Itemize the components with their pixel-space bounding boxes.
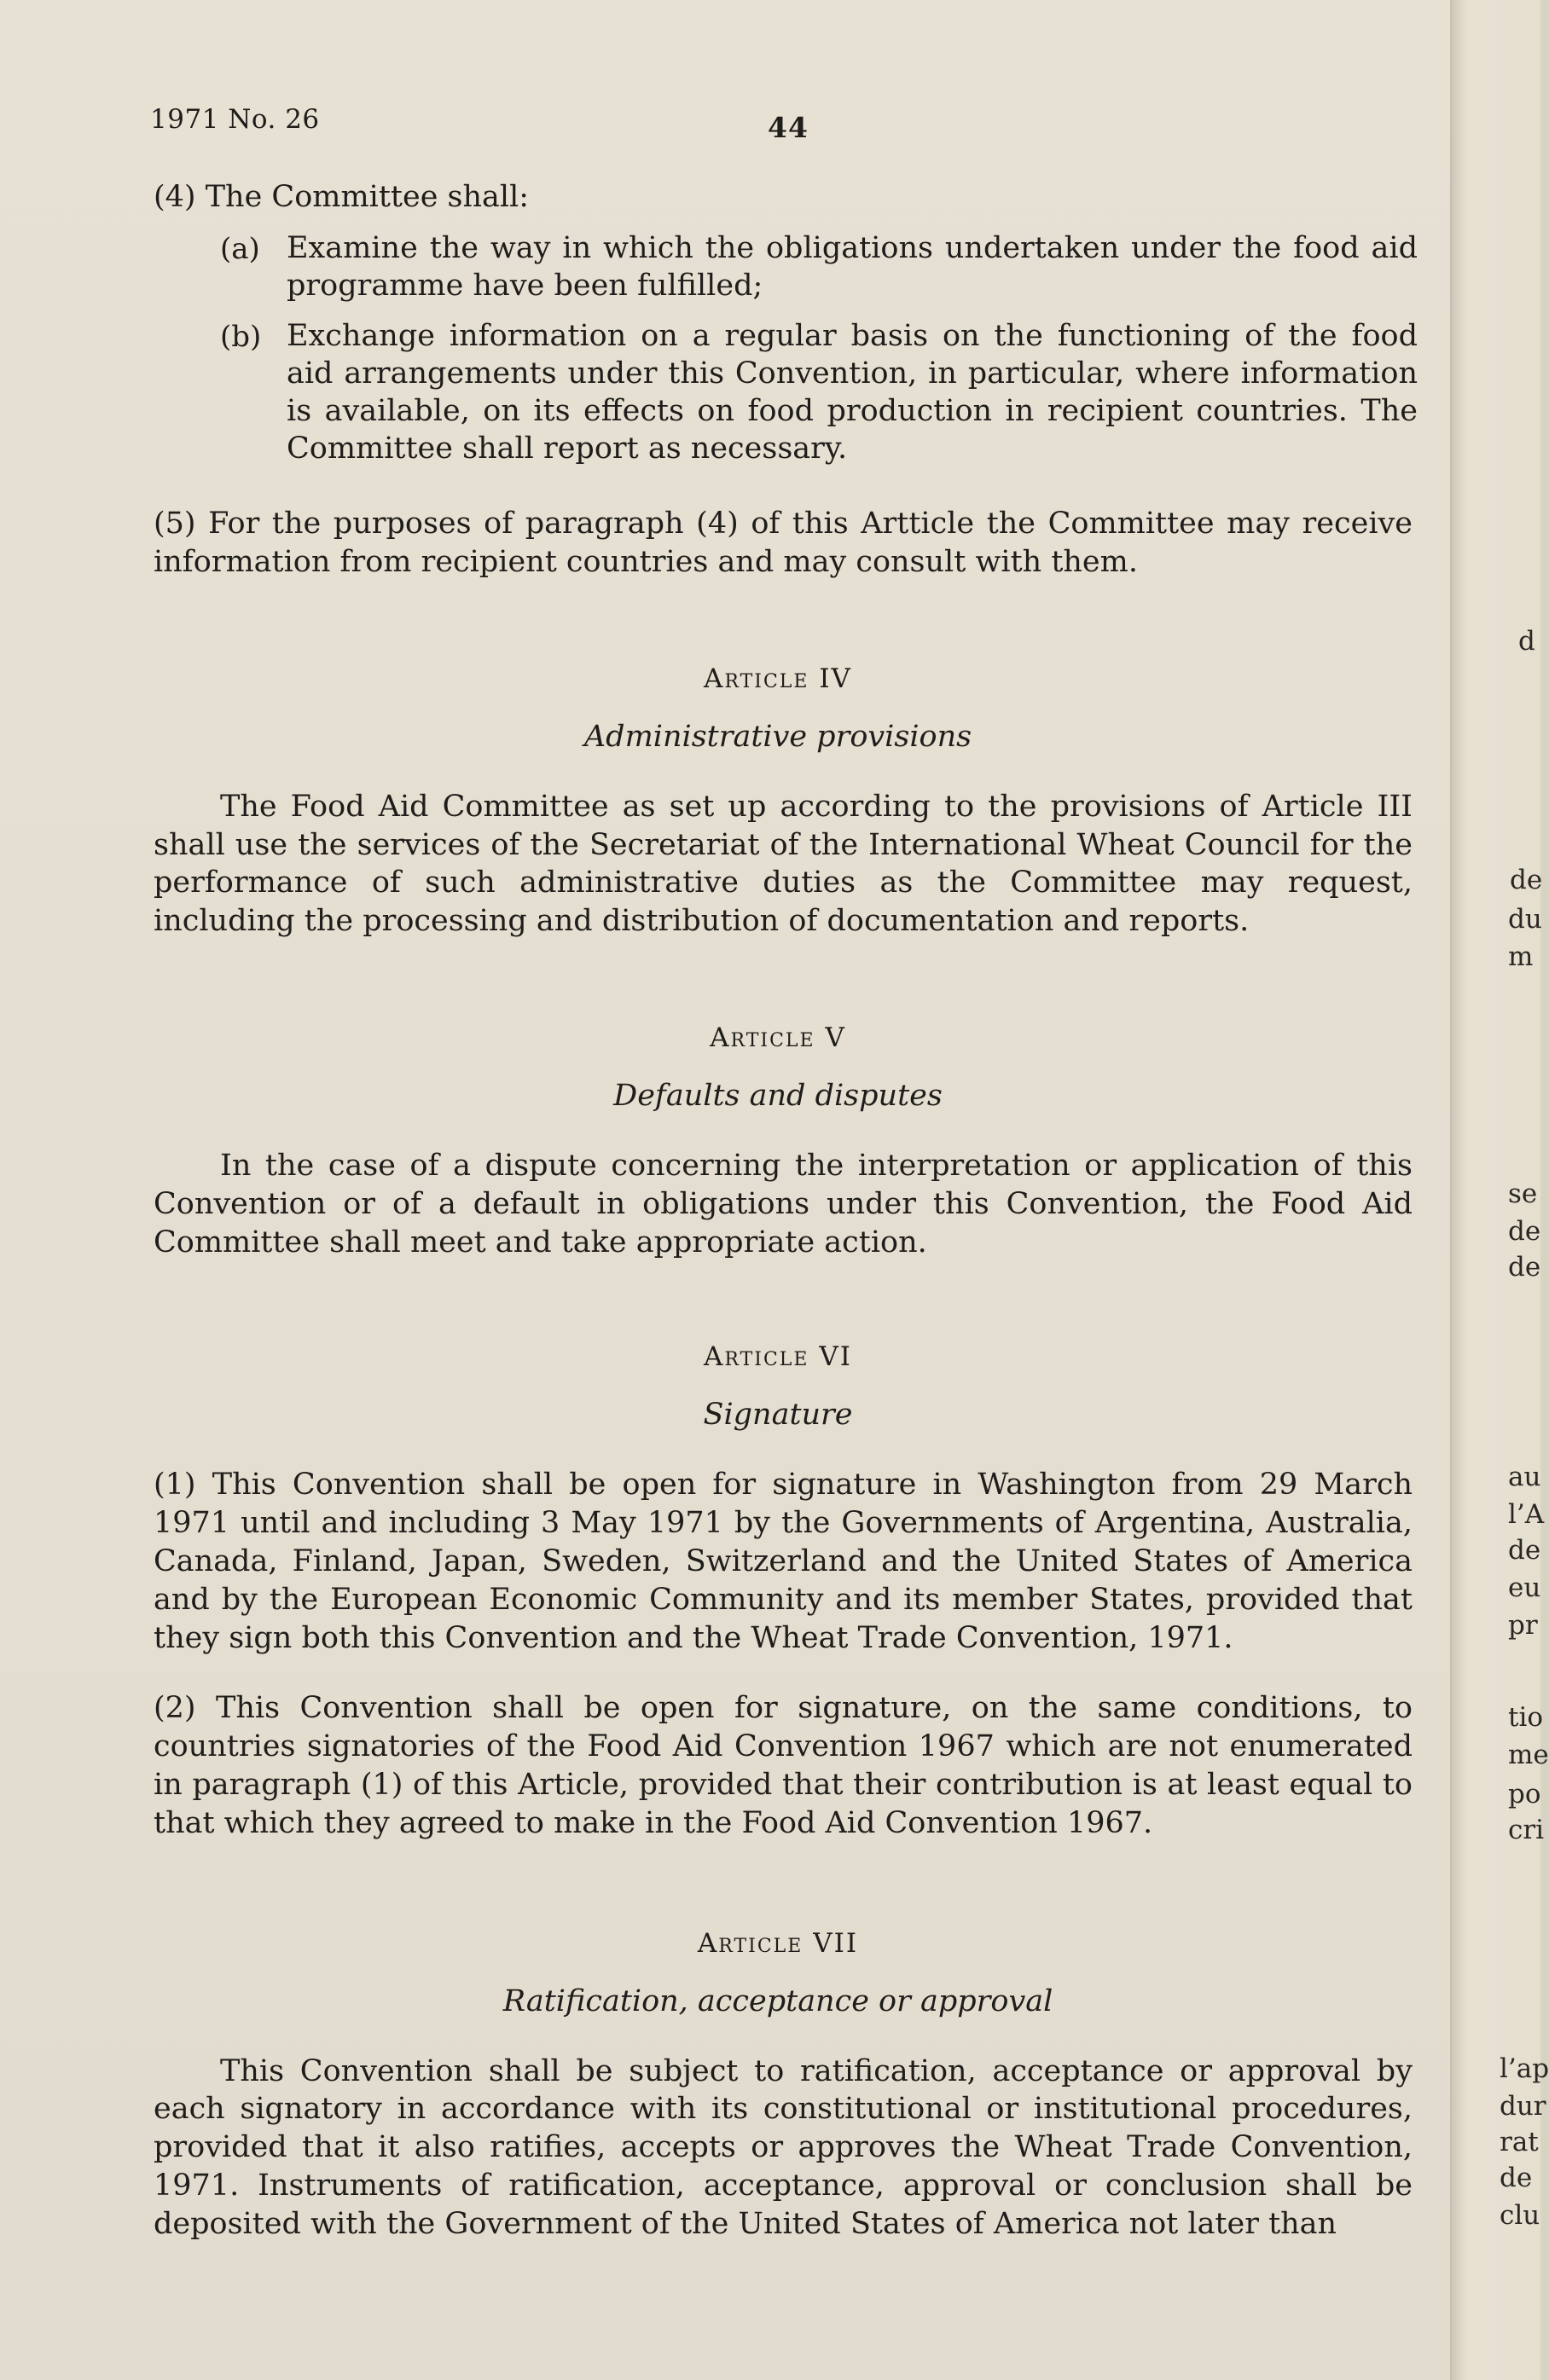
section-4 — [138, 179, 1418, 467]
adjacent-fragment: dur — [1500, 2091, 1546, 2122]
article-vii-subtitle: Ratification, acceptance or approval — [502, 1983, 1053, 2018]
section-4-item-a — [220, 230, 1418, 305]
article-vi-subtitle: Signature — [703, 1398, 853, 1433]
item-b-text: Exchange information on a regular basis on the functioning of the food aid arrangements under this Convention, in particular, where information is available, on its effects on food production in recipient countries. The Committee shall report as necessary. — [287, 319, 1418, 466]
adjacent-fragment: au — [1508, 1462, 1541, 1492]
adjacent-fragment: rat — [1500, 2127, 1539, 2157]
adjacent-fragment: pr — [1508, 1610, 1538, 1641]
adjacent-fragment: de — [1508, 1252, 1541, 1283]
adjacent-fragment: me — [1508, 1740, 1549, 1770]
item-a-text: Examine the way in which the obligations undertaken under the food aid programme have been fulfilled; — [287, 230, 1418, 303]
article-vi-paragraph-1: (1) This Convention shall be open for signature in Washington from 29 March 1971 until and including 3 May 1971 by the Governments of Argentina, Australia, Canada, Finland, Japan, Sweden, Switzerland and the United States of America and by the European Economic Community and its member States, provided that they sign both this Convention and the Wheat Trade Convention, 1971. — [154, 1468, 1413, 1655]
spacer — [138, 1657, 1418, 1689]
article-vii-title: Article VII — [697, 1927, 859, 1959]
adjacent-fragment: de — [1510, 865, 1543, 895]
adjacent-fragment: cri — [1508, 1815, 1545, 1845]
item-a-label: (a) — [220, 231, 260, 266]
adjacent-fragment: de — [1508, 1216, 1541, 1247]
document-reference: 1971 No. 26 — [150, 104, 320, 135]
section-4-item-b — [220, 318, 1418, 467]
article-v-subtitle: Defaults and disputes — [613, 1079, 943, 1114]
adjacent-fragment: tio — [1508, 1702, 1544, 1733]
article-vii-paragraph: This Convention shall be subject to ratification, acceptance or approval by each signatory in accordance with its constitutional or institutional procedures, provided that it also ratifies, accepts or approves the Wheat Trade Convention, 1971. Instruments of ratification, acceptance, approval or conclusion shall be deposited with the Government of the United States of America not later than — [154, 2053, 1413, 2241]
article-v-paragraph: In the case of a dispute concerning the interpretation or application of this Convention or of a default in obligations under this Convention, the Food Aid Committee shall meet and take appropriate action. — [154, 1149, 1413, 1259]
adjacent-fragment: clu — [1500, 2200, 1540, 2231]
article-iv-paragraph: The Food Aid Committee as set up according to the provisions of Article III shall use the services of the Secretariat of the International Wheat Council for the performance of such administrative duties as the Committee may request, including the processing and distribution of documentation and reports. — [154, 789, 1413, 939]
adjacent-fragment: du — [1508, 904, 1542, 935]
adjacent-fragment: l’A — [1508, 1499, 1545, 1530]
spacer — [138, 488, 1418, 505]
adjacent-fragment: se — [1508, 1178, 1538, 1209]
page-content — [138, 179, 1418, 2244]
adjacent-fragment: de — [1508, 1535, 1541, 1566]
adjacent-fragment: m — [1508, 941, 1534, 972]
section-4-heading: (4) The Committee shall: — [154, 180, 530, 214]
article-vi-title: Article VI — [704, 1341, 852, 1373]
adjacent-fragment: eu — [1508, 1572, 1541, 1603]
adjacent-fragment: l’ap — [1500, 2053, 1549, 2084]
article-iv-title: Article IV — [704, 663, 852, 694]
page-number: 44 — [768, 111, 809, 144]
adjacent-fragment: po — [1508, 1779, 1541, 1810]
adjacent-fragment: de — [1500, 2163, 1533, 2193]
adjacent-fragment: d — [1518, 626, 1535, 657]
article-v-title: Article V — [710, 1022, 846, 1054]
article-vi-paragraph-2: (2) This Convention shall be open for signature, on the same conditions, to countries signatories of the Food Aid Convention 1967 which are not enumerated in paragraph (1) of this Article, provided that their contribution is at least equal to that which they agreed to make in the Food Aid Convention 1967. — [154, 1691, 1413, 1840]
item-b-label: (b) — [220, 320, 262, 355]
article-iv-subtitle: Administrative provisions — [583, 719, 972, 754]
section-5-paragraph: (5) For the purposes of paragraph (4) of this Artticle the Committee may receive information from recipient countries and may consult with them. — [154, 507, 1413, 580]
